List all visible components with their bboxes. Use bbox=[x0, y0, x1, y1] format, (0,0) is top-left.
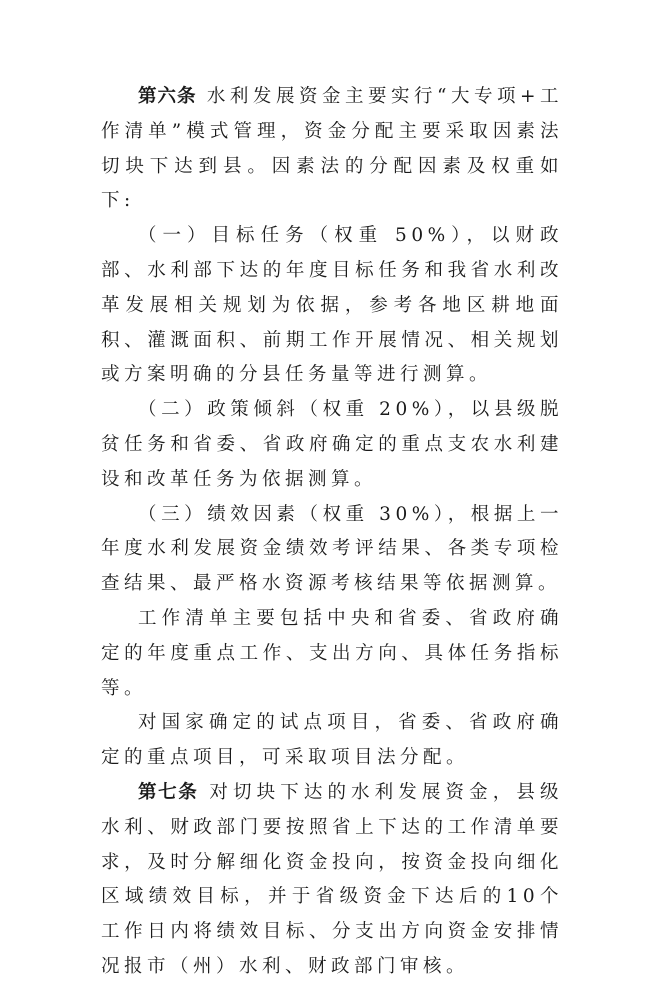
article-6-paragraph bbox=[101, 80, 563, 219]
factor-1-paragraph: （一）目标任务（权重 50%），以财政部、水利部下达的年度目标任务和我省水利改革发展相关规划为依据，参考各地区耕地面积、灌溉面积、前期工作开展情况、相关规划或方案明确的分县任务量等进行测算。 bbox=[101, 225, 563, 386]
article-7-heading: 第七条 bbox=[138, 781, 199, 803]
article-6-heading: 第六条 bbox=[138, 86, 197, 107]
article-6-text: 水利发展资金主要实行“大专项+工作清单”模式管理，资金分配主要采取因素法切块下达到县。因素法的分配因素及权重如下: bbox=[101, 86, 563, 212]
factor-2-paragraph: （二）政策倾斜（权重 20%），以县级脱贫任务和省委、省政府确定的重点支农水利建设和改革任务为依据测算。 bbox=[101, 399, 563, 490]
article-7-text: 对切块下达的水利发展资金，县级水利、财政部门要按照省上下达的工作清单要求，及时分解细化资金投向，按资金投向细化区域绩效目标，并于省级资金下达后的10个工作日内将绩效目标、分支出方向资金安排情况报市（州）水利、财政部门审核。 bbox=[101, 781, 563, 977]
article-7-paragraph bbox=[101, 776, 563, 985]
document-page bbox=[101, 80, 563, 985]
factor-3-paragraph: （三）绩效因素（权重 30%），根据上一年度水利发展资金绩效考评结果、各类专项检查结果、最严格水资源考核结果等依据测算。 bbox=[101, 503, 563, 595]
work-list-paragraph: 工作清单主要包括中央和省委、省政府确定的年度重点工作、支出方向、具体任务指标等。 bbox=[101, 607, 563, 699]
project-method-paragraph: 对国家确定的试点项目，省委、省政府确定的重点项目，可采取项目法分配。 bbox=[101, 712, 563, 769]
